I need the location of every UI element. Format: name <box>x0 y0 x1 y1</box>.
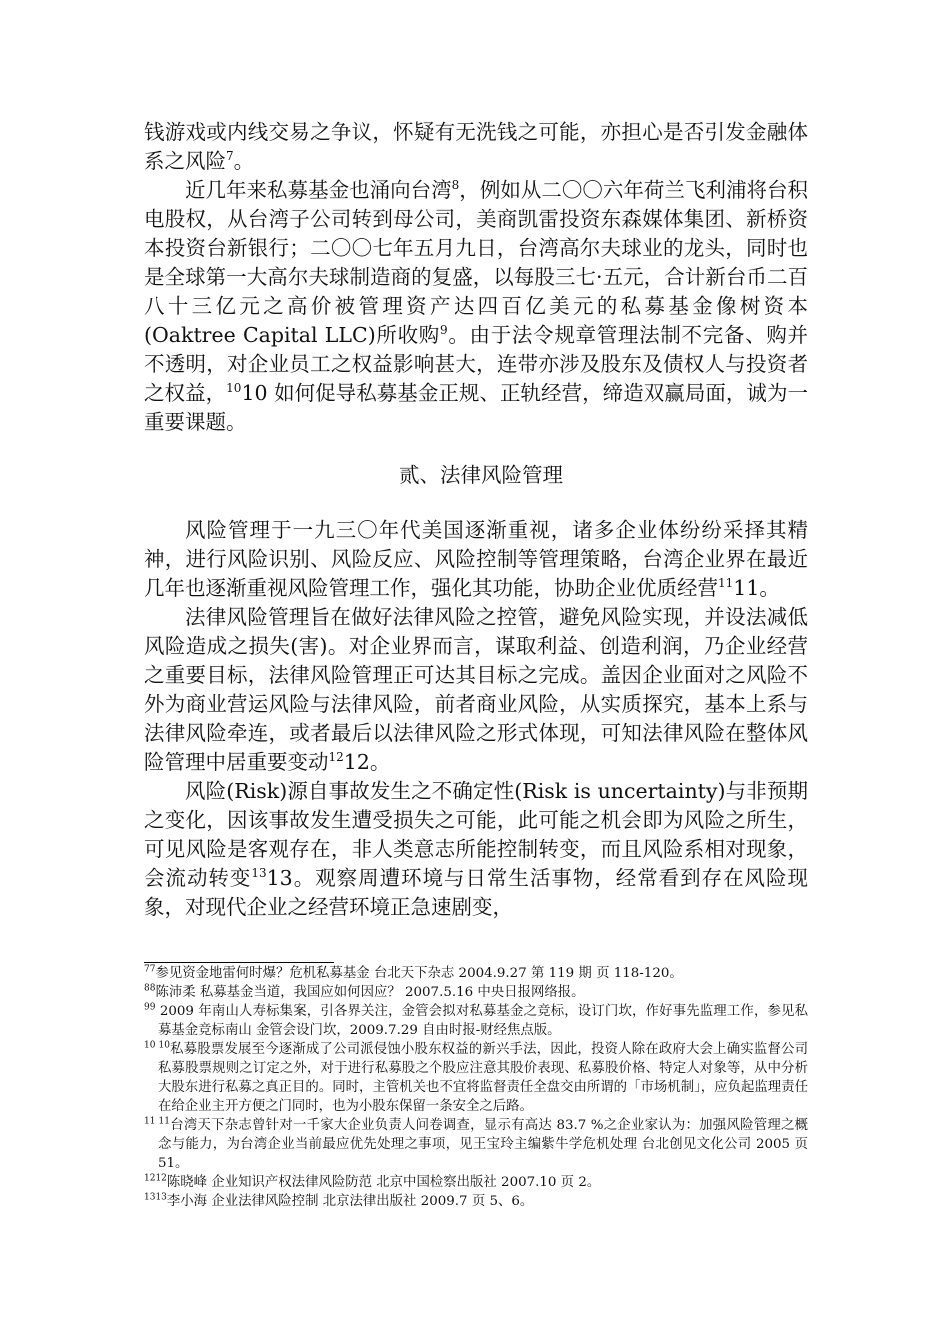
paragraph-text: 。由于法令规章管理法制不完备、购并不透明，对企业员工之权益影响甚大，连带亦涉及股东及债权人与投资者之权益， <box>144 323 809 405</box>
footnote-ref: 9 <box>440 323 448 338</box>
paragraph <box>144 777 808 922</box>
paragraph-text: 法律风险管理旨在做好法律风险之控管，避免风险实现，并设法减低风险造成之损失(害)。对企业界而言，谋取利益、创造利润，乃企业经营之重要目标，法律风险管理正可达其目标之完成。盖因企业面对之风险不外为商业营运风险与法律风险，前者商业风险，从实质探究，基本上系与法律风险牵连，或者最后以法律风险之形式体现，可知法律风险在整体风险管理中居重要变动 <box>144 605 808 774</box>
footnote <box>144 1173 808 1192</box>
paragraph-text: ，例如从二〇〇六年荷兰飞利浦将台积电股权，从台湾子公司转到母公司，美商凯雷投资东森媒体集团、新桥资本投资台新银行；二〇〇七年五月九日，台湾高尔夫球业的龙头，同时也是全球第一大高尔夫球制造商的复盛，以每股三七·五元，合计新台币二百八十三亿元之高价被管理资产达四百亿美元的私募基金像树资本(Oaktree Capital LLC)所收购 <box>144 178 808 347</box>
footnote-text: 李小海 企业法律风险控制 北京法律出版社 2009.7 页 5、6。 <box>166 1194 534 1209</box>
footnote <box>144 1002 808 1040</box>
footnote-mark: 1212 <box>144 1173 167 1184</box>
paragraph-text: 风险管理于一九三〇年代美国逐渐重视，诸多企业体纷纷采择其精神，进行风险识别、风险反应、风险控制等管理策略，台湾企业界在最近几年也逐渐重视风险管理工作，强化其功能，协助企业优质经营 <box>144 518 808 600</box>
paragraph-text: 。 <box>233 149 255 173</box>
paragraph-text: 10 如何促导私募基金正规、正轨经营，缔造双赢局面，诚为一重要课题。 <box>144 381 808 434</box>
footnote-text: 私募股票发展至今逐渐成了公司派侵蚀小股东权益的新兴手法，因此，投资人除在政府大会上确实监督公司私募股票规则之订定之外，对于进行私募股之个股应注意其股价表现、私募股价格、特定人对象等，从中分析大股东进行私募之真正目的。同时，主管机关也不宜将监督责任全盘交由所谓的「市场机制」，应负起监理责任在给企业主开方便之门同时，也为小股东保留一条安全之后路。 <box>158 1042 808 1114</box>
footnote-ref: 13 <box>251 866 267 881</box>
footnote-mark: 1313 <box>144 1192 167 1203</box>
body-text <box>144 118 808 922</box>
footnote-ref: 11 <box>718 576 734 591</box>
paragraph-text: 钱游戏或内线交易之争议，怀疑有无洗钱之可能，亦担心是否引发金融体系之风险 <box>144 120 808 173</box>
footnote <box>144 1040 808 1116</box>
paragraph <box>144 118 808 176</box>
footnote-ref: 7 <box>226 149 234 164</box>
footnote <box>144 1116 808 1173</box>
footnote <box>144 983 808 1002</box>
footnote-text: 台湾天下杂志曾针对一千家大企业负责人问卷调查，显示有高达 83.7 %之企业家认为：加强风险管理之概念与能力，为台湾企业当前最应优先处理之事项，见王宝玲主编紫牛学危机处理 台北创见文化公司 2005 页 51。 <box>158 1118 808 1171</box>
footnote-text: 陈沛柔 私募基金当道，我国应如何因应？ 2007.5.16 中央日报网络报。 <box>155 985 585 1000</box>
footnote-mark: 10 10 <box>144 1040 170 1051</box>
footnote-ref: 12 <box>328 750 344 765</box>
footnote-text: 陈晓峰 企业知识产权法律风险防范 北京中国检察出版社 2007.10 页 2。 <box>166 1175 601 1190</box>
footnote-ref: 8 <box>451 178 460 193</box>
footnote-mark: 88 <box>144 983 156 994</box>
footnote-separator <box>144 962 334 963</box>
footnote-mark: 11 11 <box>144 1116 171 1127</box>
paragraph-text: 近几年来私募基金也涌向台湾 <box>185 178 452 202</box>
paragraph-text: 11。 <box>733 576 780 600</box>
paragraph <box>144 516 808 603</box>
footnote <box>144 1192 808 1211</box>
footnotes <box>144 964 808 1211</box>
paragraph <box>144 176 808 437</box>
footnote-ref: 10 <box>226 381 242 396</box>
footnote <box>144 964 808 983</box>
paragraph-text: 12。 <box>343 750 391 774</box>
footnote-text: 参见资金地雷何时爆？危机私募基金 台北天下杂志 2004.9.27 第 119 期 页 118-120。 <box>155 966 683 981</box>
footnote-mark: 77 <box>144 964 156 975</box>
footnote-text: 2009 年南山人寿标集案，引各界关注，金管会拟对私募基金之竞标，设订门坎，作好事先监理工作，参见私募基金竞标南山 金管会设门坎，2009.7.29 自由时报-财经焦点版。 <box>155 1004 808 1038</box>
paragraph <box>144 603 808 777</box>
paragraph-text: 风险(Risk)源自事故发生之不确定性(Risk is uncertainty)与非预期之变化，因该事故发生遭受损失之可能，此可能之机会即为风险之所生，可见风险是客观存在，非人类意志所能控制转变，而且风险系相对现象，会流动转变 <box>144 779 808 890</box>
section-heading: 贰、法律风险管理 <box>399 463 563 487</box>
paragraph-text: 13。观察周遭环境与日常生活事物，经常看到存在风险现象，对现代企业之经营环境正急速剧变， <box>144 866 809 919</box>
footnote-mark: 99 <box>144 1002 156 1013</box>
